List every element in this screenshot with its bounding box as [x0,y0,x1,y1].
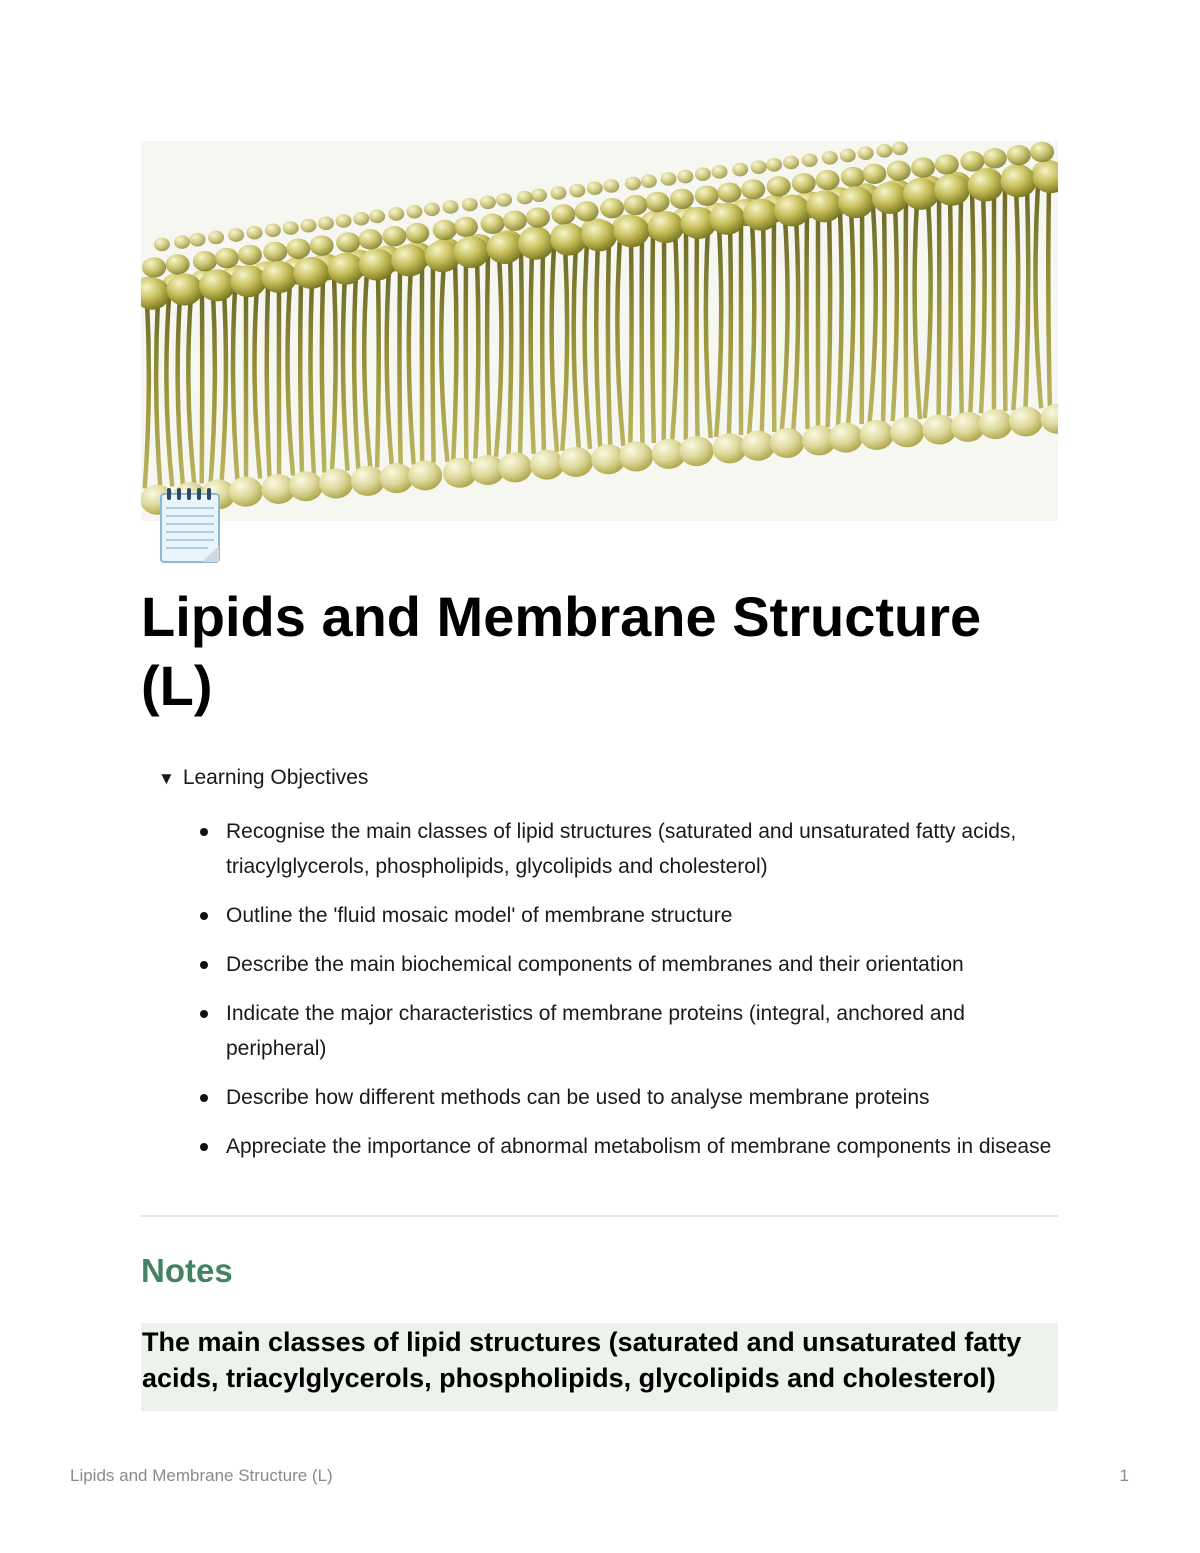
learning-objectives-toggle[interactable] [158,766,368,790]
page-number: 1 [1119,1466,1129,1485]
list-item: Describe the main biochemical components of membranes and their orientation [226,947,1066,982]
list-item: Recognise the main classes of lipid structures (saturated and unsaturated fatty acids, triacylglycerols, phospholipids, glycolipids and cholesterol) [226,814,1066,884]
list-item: Indicate the major characteristics of membrane proteins (integral, anchored and peripheral) [226,996,1066,1066]
cover-image [141,141,1058,521]
learning-objectives-list [226,814,1066,1178]
page-title: Lipids and Membrane Structure (L) [141,585,982,717]
list-item: Appreciate the importance of abnormal metabolism of membrane components in disease [226,1129,1066,1164]
footer-title: Lipids and Membrane Structure (L) [70,1466,333,1485]
toggle-label: Learning Objectives [182,766,369,789]
lipid-bilayer-illustration [141,141,1058,521]
list-item: Outline the 'fluid mosaic model' of membrane structure [226,898,1066,933]
notes-heading: Notes [141,1252,233,1289]
triangle-down-icon[interactable]: ▼ [158,768,175,788]
highlighted-heading-block [141,1323,1058,1411]
list-item: Describe how different methods can be used to analyse membrane proteins [226,1080,1066,1115]
notepad-icon [158,486,224,566]
divider [141,1215,1058,1217]
highlighted-heading-text: The main classes of lipid structures (saturated and unsaturated fatty acids, triacylglycerols, phospholipids, glycolipids and cholesterol) [142,1327,1022,1393]
